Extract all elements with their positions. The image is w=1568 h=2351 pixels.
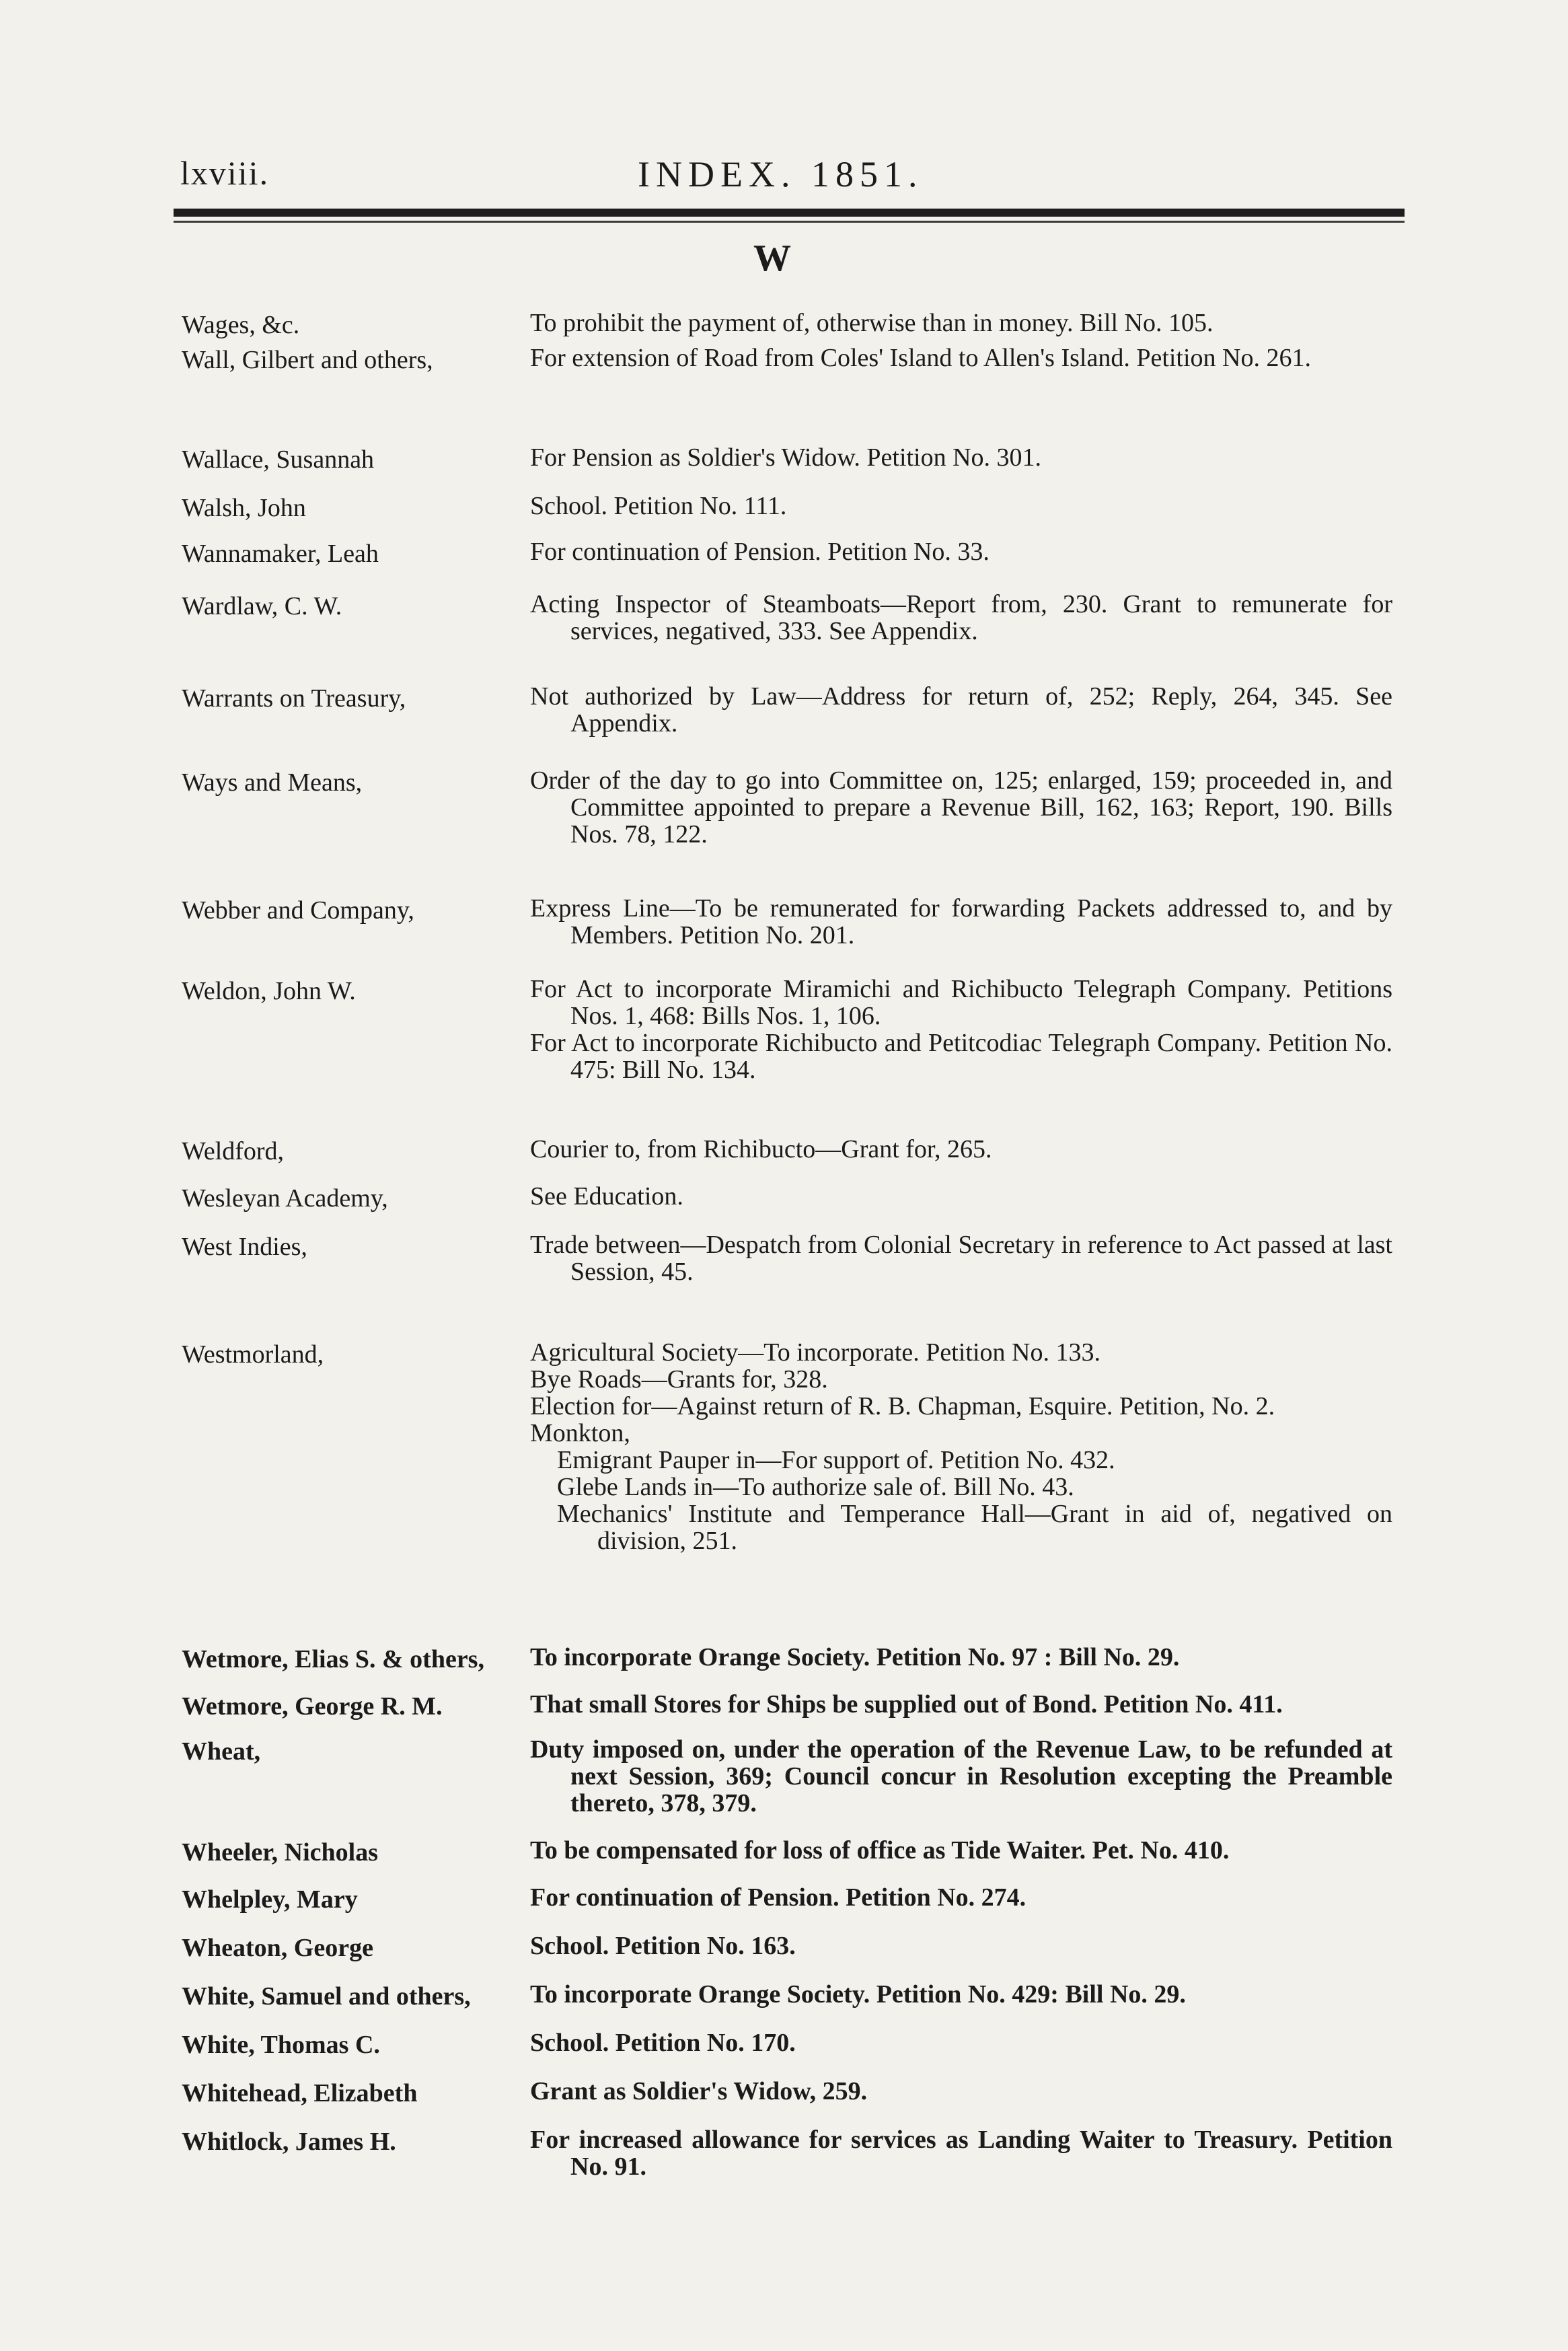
index-entry <box>182 1339 1392 1554</box>
index-entry <box>182 2126 1392 2180</box>
entry-name: Westmorland, <box>182 1340 324 1369</box>
entry-line: For extension of Road from Coles' Island to Allen's Island. Petition No. 261. <box>530 344 1311 372</box>
entry-line: For Act to incorporate Richibucto and Petitcodiac Telegraph Company. Petition No. 475: Bill No. 134. <box>530 1029 1392 1084</box>
index-entry <box>182 1883 1392 1914</box>
entry-description <box>530 1183 1392 1210</box>
page-number: lxviii. <box>180 154 270 192</box>
entry-description <box>530 683 1392 737</box>
entry-name: Wallace, Susannah <box>182 445 375 474</box>
entry-description <box>530 895 1392 949</box>
entry-line: For increased allowance for services as Landing Waiter to Treasury. Petition No. 91. <box>530 2126 1392 2181</box>
index-entry <box>182 443 1392 474</box>
running-title: INDEX. 1851. <box>638 154 924 194</box>
entry-description <box>530 1136 1392 1163</box>
entry-description <box>530 1837 1392 1864</box>
index-entry <box>182 1980 1392 2011</box>
entry-line: School. Petition No. 111. <box>530 492 787 520</box>
entry-description <box>530 444 1392 471</box>
entry-description <box>530 345 1392 371</box>
entry-line: Not authorized by Law—Address for return of, 252; Reply, 264, 345. See Appendix. <box>530 682 1392 737</box>
section-letter: W <box>753 238 788 279</box>
entry-description <box>530 1981 1392 2008</box>
entry-description <box>530 976 1392 1083</box>
index-entry <box>182 1231 1392 1285</box>
entry-line: To prohibit the payment of, otherwise than in money. Bill No. 105. <box>530 309 1214 337</box>
index-entry <box>182 1836 1392 1867</box>
entry-name: Weldford, <box>182 1137 285 1165</box>
entry-line: See Education. <box>530 1182 683 1210</box>
entry-description <box>530 1339 1392 1554</box>
entry-line: To incorporate Orange Society. Petition No. 97 : Bill No. 29. <box>530 1643 1180 1671</box>
entry-name: Warrants on Treasury, <box>182 684 406 713</box>
index-entry <box>182 1182 1392 1213</box>
header-rule-thick <box>174 209 1405 217</box>
entry-name: Weldon, John W. <box>182 977 356 1005</box>
entry-line: Mechanics' Institute and Temperance Hall—Grant in aid of, negatived on division, 251. <box>557 1500 1392 1555</box>
index-entry <box>182 1690 1392 1721</box>
entry-line: For continuation of Pension. Petition No. 274. <box>530 1883 1026 1912</box>
index-entry <box>182 2078 1392 2105</box>
entry-name: Wheaton, George <box>182 1934 373 1962</box>
entry-line: Express Line—To be remunerated for forwarding Packets addressed to, and by Members. Petition No. 201. <box>530 894 1392 949</box>
entry-line: School. Petition No. 163. <box>530 1932 796 1960</box>
entry-name: Wheeler, Nicholas <box>182 1838 379 1867</box>
index-entry <box>182 538 1392 568</box>
entry-line: That small Stores for Ships be supplied out of Bond. Petition No. 411. <box>530 1690 1283 1719</box>
entry-name: Whitlock, James H. <box>182 2128 396 2156</box>
index-entry <box>182 976 1392 1083</box>
index-entry <box>182 344 1392 374</box>
entry-name: Wetmore, George R. M. <box>182 1692 443 1721</box>
index-entry <box>182 2029 1392 2059</box>
entry-description <box>530 1932 1392 1959</box>
entry-name: Walsh, John <box>182 494 306 522</box>
entry-description <box>530 538 1392 565</box>
entry-line: Acting Inspector of Steamboats—Report from, 230. Grant to remunerate for services, negatived, 333. See Appendix. <box>530 590 1392 645</box>
index-entry <box>182 492 1392 522</box>
entry-name: Whitehead, Elizabeth <box>182 2079 418 2107</box>
entry-name: West Indies, <box>182 1233 307 1261</box>
entry-name: Wheat, <box>182 1737 261 1766</box>
entry-name: White, Samuel and others, <box>182 1982 471 2011</box>
entry-line: Trade between—Despatch from Colonial Secretary in reference to Act passed at last Session, 45. <box>530 1231 1392 1286</box>
header-rule-thin <box>174 221 1405 223</box>
entry-name: Webber and Company, <box>182 896 414 925</box>
entry-line: School. Petition No. 170. <box>530 2029 796 2057</box>
index-entry <box>182 1136 1392 1163</box>
entry-description <box>530 1691 1392 1718</box>
index-entry <box>182 1644 1392 1671</box>
entry-line: Monkton, <box>530 1419 630 1447</box>
entry-line: Election for—Against return of R. B. Chapman, Esquire. Petition, No. 2. <box>530 1392 1275 1420</box>
entry-name: Wetmore, Elias S. & others, <box>182 1645 484 1673</box>
entry-name: Wages, &c. <box>182 311 300 339</box>
entry-line: For Pension as Soldier's Widow. Petition No. 301. <box>530 443 1042 472</box>
entry-line: Emigrant Pauper in—For support of. Petition No. 432. <box>557 1446 1115 1474</box>
index-entry <box>182 1736 1392 1817</box>
entry-description <box>530 1644 1392 1671</box>
entry-name: Wannamaker, Leah <box>182 540 379 568</box>
entry-description <box>530 2029 1392 2056</box>
index-entry <box>182 309 1392 339</box>
entry-description <box>530 1884 1392 1911</box>
entry-name: Ways and Means, <box>182 768 363 797</box>
index-entry <box>182 1932 1392 1962</box>
entry-line: Bye Roads—Grants for, 328. <box>530 1365 828 1394</box>
entry-description <box>530 493 1392 519</box>
entry-name: White, Thomas C. <box>182 2031 380 2059</box>
index-entry <box>182 895 1392 949</box>
entry-line: For Act to incorporate Miramichi and Richibucto Telegraph Company. Petitions Nos. 1, 468: Bills Nos. 1, 106. <box>530 975 1392 1030</box>
entry-line: For continuation of Pension. Petition No. 33. <box>530 538 990 566</box>
entry-line: Courier to, from Richibucto—Grant for, 265. <box>530 1135 992 1163</box>
index-entry <box>182 767 1392 848</box>
entry-name: Wall, Gilbert and others, <box>182 346 433 374</box>
entry-description <box>530 2078 1392 2105</box>
entry-line: Agricultural Society—To incorporate. Petition No. 133. <box>530 1338 1100 1367</box>
entry-description <box>530 2126 1392 2180</box>
index-entry <box>182 683 1392 737</box>
index-entry <box>182 591 1392 645</box>
entry-description <box>530 310 1392 336</box>
entry-line: Grant as Soldier's Widow, 259. <box>530 2077 868 2105</box>
entry-description <box>530 767 1392 848</box>
entry-description <box>530 591 1392 645</box>
entry-line: To be compensated for loss of office as Tide Waiter. Pet. No. 410. <box>530 1836 1230 1865</box>
entry-description <box>530 1231 1392 1285</box>
entry-name: Wesleyan Academy, <box>182 1184 388 1213</box>
entry-line: Order of the day to go into Committee on, 125; enlarged, 159; proceeded in, and Committee appointed to prepare a Revenue Bill, 162, 163; Report, 190. Bills Nos. 78, 122. <box>530 766 1392 848</box>
entry-line: To incorporate Orange Society. Petition No. 429: Bill No. 29. <box>530 1980 1186 2009</box>
entry-description <box>530 1736 1392 1817</box>
entry-name: Whelpley, Mary <box>182 1885 358 1914</box>
entry-line: Glebe Lands in—To authorize sale of. Bill No. 43. <box>557 1473 1074 1501</box>
entry-name: Wardlaw, C. W. <box>182 592 342 620</box>
entry-line: Duty imposed on, under the operation of the Revenue Law, to be refunded at next Session, 369; Council concur in Resolution excepting the Preamble thereto, 378, 379. <box>530 1735 1392 1817</box>
page-header <box>180 153 1391 207</box>
